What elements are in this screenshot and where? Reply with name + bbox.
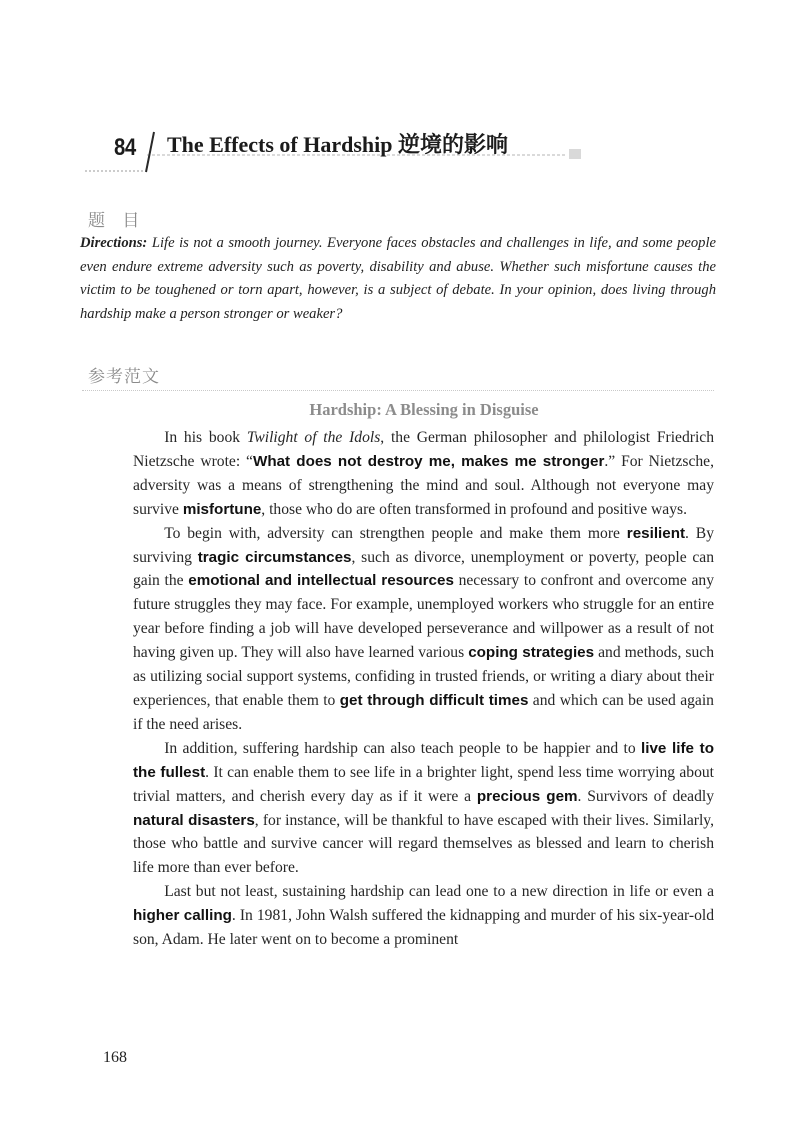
key-phrase: higher calling	[133, 907, 232, 925]
essay-title: Hardship: A Blessing in Disguise	[309, 400, 539, 419]
essay-body	[133, 426, 714, 952]
prompt-section-label: 题 目	[88, 211, 146, 231]
essay-paragraph-2: To begin with, adversity can strengthen people and make them more resilient. By surviving tragic circumstances, such as divorce, unemployment or poverty, people can gain the emotional and intellectual resources necessary to confront and overcome any future struggles they may face. For example, unemployed workers who struggle for an entire year before finding a job will have developed perseverance and willpower as a result of not having given up. They will also have learned various coping strategies and methods, such as utilizing social support systems, confiding in trusted friends, or writing a diary about their experiences, that enable them to get through difficult times and which can be used again if the need arises.	[133, 524, 715, 733]
directions-body: Life is not a smooth journey. Everyone faces obstacles and challenges in life, and some people even endure extreme adversity such as poverty, disability and abuse. Whether such misfortune causes the victim to be toughened or torn apart, however, is a subject of debate. In your opinion, does living through hardship make a person stronger or weaker?	[80, 235, 716, 322]
key-phrase: tragic circumstances	[197, 548, 352, 566]
directions-text	[80, 232, 716, 326]
key-phrase: What does not destroy me, makes me stronger	[252, 452, 605, 470]
essay-paragraph-4: Last but not least, sustaining hardship can lead one to a new direction in life or even a higher calling. In 1981, John Walsh suffered the kidnapping and murder of his six-year-old son, Adam. He later went on to become a prominent	[133, 883, 714, 949]
key-phrase: live life to the fullest	[133, 739, 714, 781]
unit-header	[85, 120, 585, 180]
unit-title: The Effects of Hardship 逆境的影响	[167, 132, 509, 157]
key-phrase: emotional and intellectual resources	[188, 572, 454, 590]
key-phrase: get through difficult times	[339, 691, 529, 709]
key-phrase: misfortune	[182, 500, 262, 518]
essay-paragraph-1: In his book Twilight of the Idols, the German philosopher and philologist Friedrich Nietzsche wrote: “What does not destroy me, makes me stronger.” For Nietzsche, adversity was a means of strengthening the mind and soul. Although not everyone may survive misfortune, those who do are often transformed in profound and positive ways.	[133, 429, 714, 518]
key-phrase: coping strategies	[468, 644, 595, 662]
directions-lead: Directions:	[80, 235, 148, 251]
key-phrase: natural disasters	[133, 811, 255, 829]
page-number: 168	[103, 1049, 127, 1066]
key-phrase: resilient	[626, 524, 686, 542]
unit-number: 84	[114, 134, 136, 161]
essay-paragraph-3: In addition, suffering hardship can also teach people to be happier and to live life to the fullest. It can enable them to see life in a brighter light, spend less time worrying about trivial matters, and cherish every day as if it were a precious gem. Survivors of deadly natural disasters, for instance, will be thankful to have escaped with their lives. Similarly, those who battle and survive cancer will regard themselves as blessed and learn to cherish life more than ever before.	[133, 739, 715, 877]
book-title: Twilight of the Idols	[246, 429, 381, 446]
sample-essay-label: 参考范文	[88, 367, 160, 387]
slash-mark	[140, 126, 160, 176]
key-phrase: precious gem	[476, 787, 578, 805]
section-divider	[82, 390, 714, 391]
